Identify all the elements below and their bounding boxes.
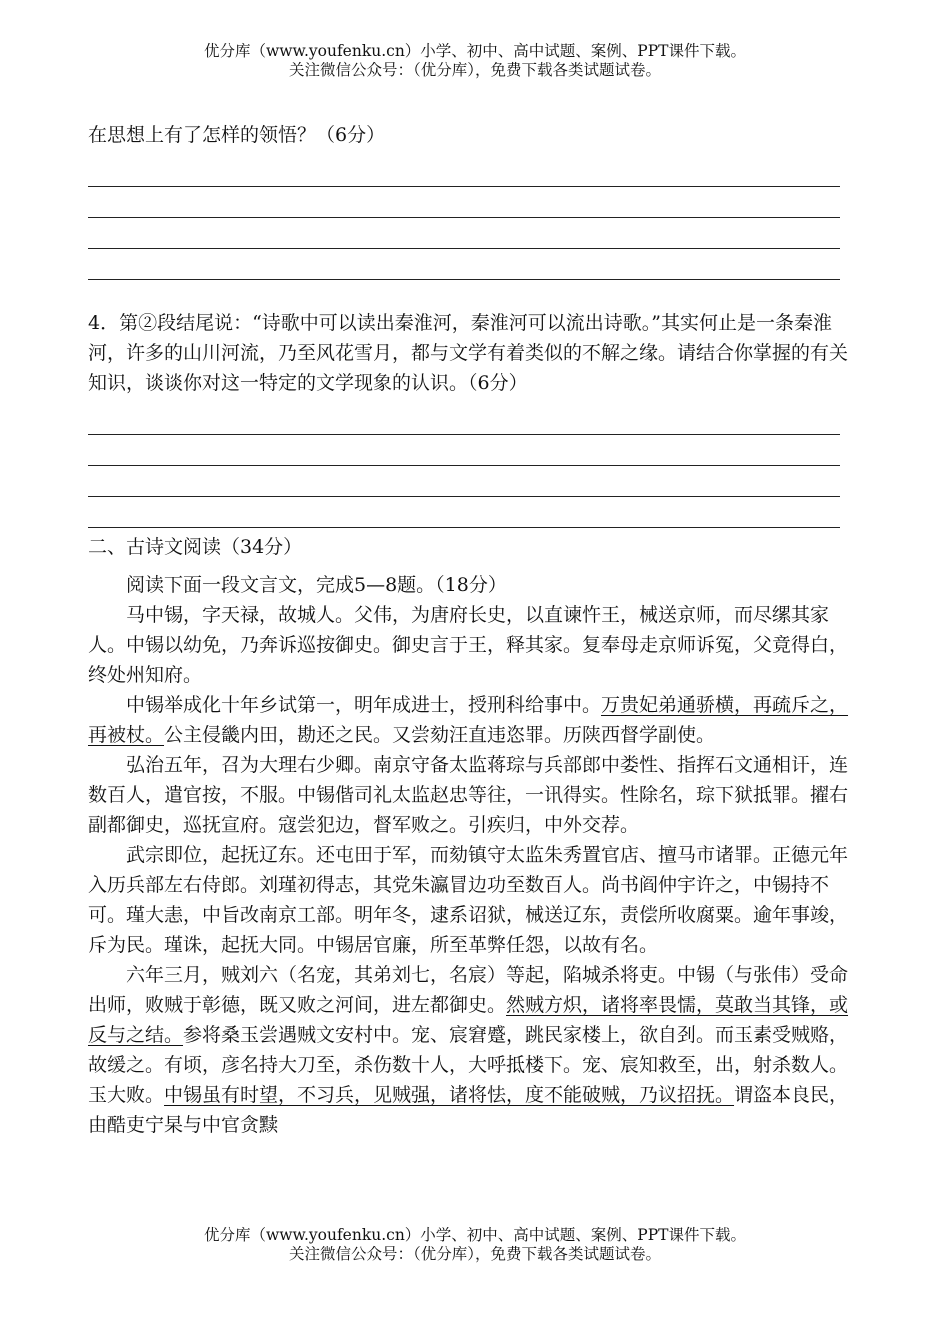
- answer-line[interactable]: [88, 218, 840, 249]
- q3-tail: 在思想上有了怎样的领悟？（6分）: [88, 124, 386, 146]
- question-4: 4．第②段结尾说：“诗歌中可以读出秦淮河，秦淮河可以流出诗歌。”其实何止是一条秦淮河，许多的山川河流，乃至风花雪月，都与文学有着类似的不解之缘。请结合你掌握的有关知识，谈谈你对这一特定的文学现象的认识。（6分）: [88, 312, 849, 394]
- section-2-title: 二、古诗文阅读（34分）: [88, 536, 303, 558]
- p5-text-b: 参将桑玉尝遇贼文安村中。宠、宸窘蹙，跳民家楼上，欲自刭。而玉素受贼赂，故缓之。有顷，彦名持大刀至，杀伤数十人，大呼抵楼下。宠、宸知救至，出，射杀数人。玉大败。: [88, 1024, 849, 1106]
- p2-text-a: 中锡举成化十年乡试第一，明年成进士，授刑科给事中。: [126, 694, 602, 716]
- page-content: [88, 120, 864, 1140]
- p5-text-a: 六年三月，贼刘六（名宠，其弟刘七，名宸）等起，陷城杀将吏。中锡（与张伟）受命出师，败贼于彰德，既又败之河间，进左都御史。: [88, 964, 849, 1016]
- footer-line-1: 优分库（www.youfenku.cn）小学、初中、高中试题、案例、PPT课件下载。: [203, 1226, 747, 1244]
- passage-paragraph-3: 弘治五年，召为大理右少卿。南京守备太监蒋琮与兵部郎中娄性、指挥石文通相讦，连数百人，遣官按，不服。中锡偕司礼太监赵忠等往，一讯得实。性除名，琮下狱抵罪。擢右副都御史，巡抚宣府。寇尝犯边，督军败之。引疾归，中外交荐。: [88, 754, 849, 836]
- passage-paragraph-5: [88, 960, 864, 1140]
- underlined-sentence-2: 然贼方炽，诸将率畏懦，莫敢当其锋，或反与之结。: [88, 994, 849, 1046]
- header-line-1: 优分库（www.youfenku.cn）小学、初中、高中试题、案例、PPT课件下载。: [203, 42, 747, 60]
- passage-paragraph-1: 马中锡，字天禄，故城人。父伟，为唐府长史，以直谏忤王，械送京师，而尽缧其家人。中锡以幼免，乃奔诉巡按御史。御史言于王，释其家。复奉母走京师诉冤，父竟得白，终处州知府。: [88, 604, 849, 686]
- answer-line[interactable]: [88, 466, 840, 497]
- answer-line[interactable]: [88, 156, 840, 187]
- answer-line[interactable]: [88, 249, 840, 280]
- header-line-2: 关注微信公众号：（优分库），免费下载各类试题试卷。: [288, 61, 661, 79]
- page-header: [0, 42, 950, 80]
- answer-line[interactable]: [88, 187, 840, 218]
- p2-text-b: 公主侵畿内田，勘还之民。又尝劾汪直违恣罪。历陕西督学副使。: [164, 724, 716, 746]
- answer-line[interactable]: [88, 435, 840, 466]
- underlined-sentence-3: 中锡虽有时望，不习兵，见贼强，诸将怯，度不能破贼，乃议招抚。: [164, 1084, 735, 1106]
- answer-lines-q4: [88, 404, 864, 528]
- answer-line[interactable]: [88, 497, 840, 528]
- passage-paragraph-2: [88, 690, 864, 750]
- p5-text-c: 谓盗本良民，由酷吏宁杲与中官贪黩: [88, 1084, 849, 1136]
- answer-line[interactable]: [88, 404, 840, 435]
- page-footer: [0, 1226, 950, 1264]
- answer-lines-q3: [88, 156, 864, 280]
- reading-instruction: 阅读下面一段文言文，完成5—8题。（18分）: [126, 574, 507, 596]
- footer-line-2: 关注微信公众号：（优分库），免费下载各类试题试卷。: [288, 1245, 661, 1263]
- passage-paragraph-4: 武宗即位，起抚辽东。还屯田于军，而劾镇守太监朱秀置官店、擅马市诸罪。正德元年入历兵部左右侍郎。刘瑾初得志，其党朱瀛冒边功至数百人。尚书阎仲宇许之，中锡持不可。瑾大恚，中旨改南京工部。明年冬，逮系诏狱，械送辽东，责偿所收腐粟。逾年事竣，斥为民。瑾诛，起抚大同。中锡居官廉，所至革弊任怨，以故有名。: [88, 844, 849, 956]
- underlined-sentence-1: 万贵妃弟通骄横，再疏斥之，再被杖。: [88, 694, 849, 746]
